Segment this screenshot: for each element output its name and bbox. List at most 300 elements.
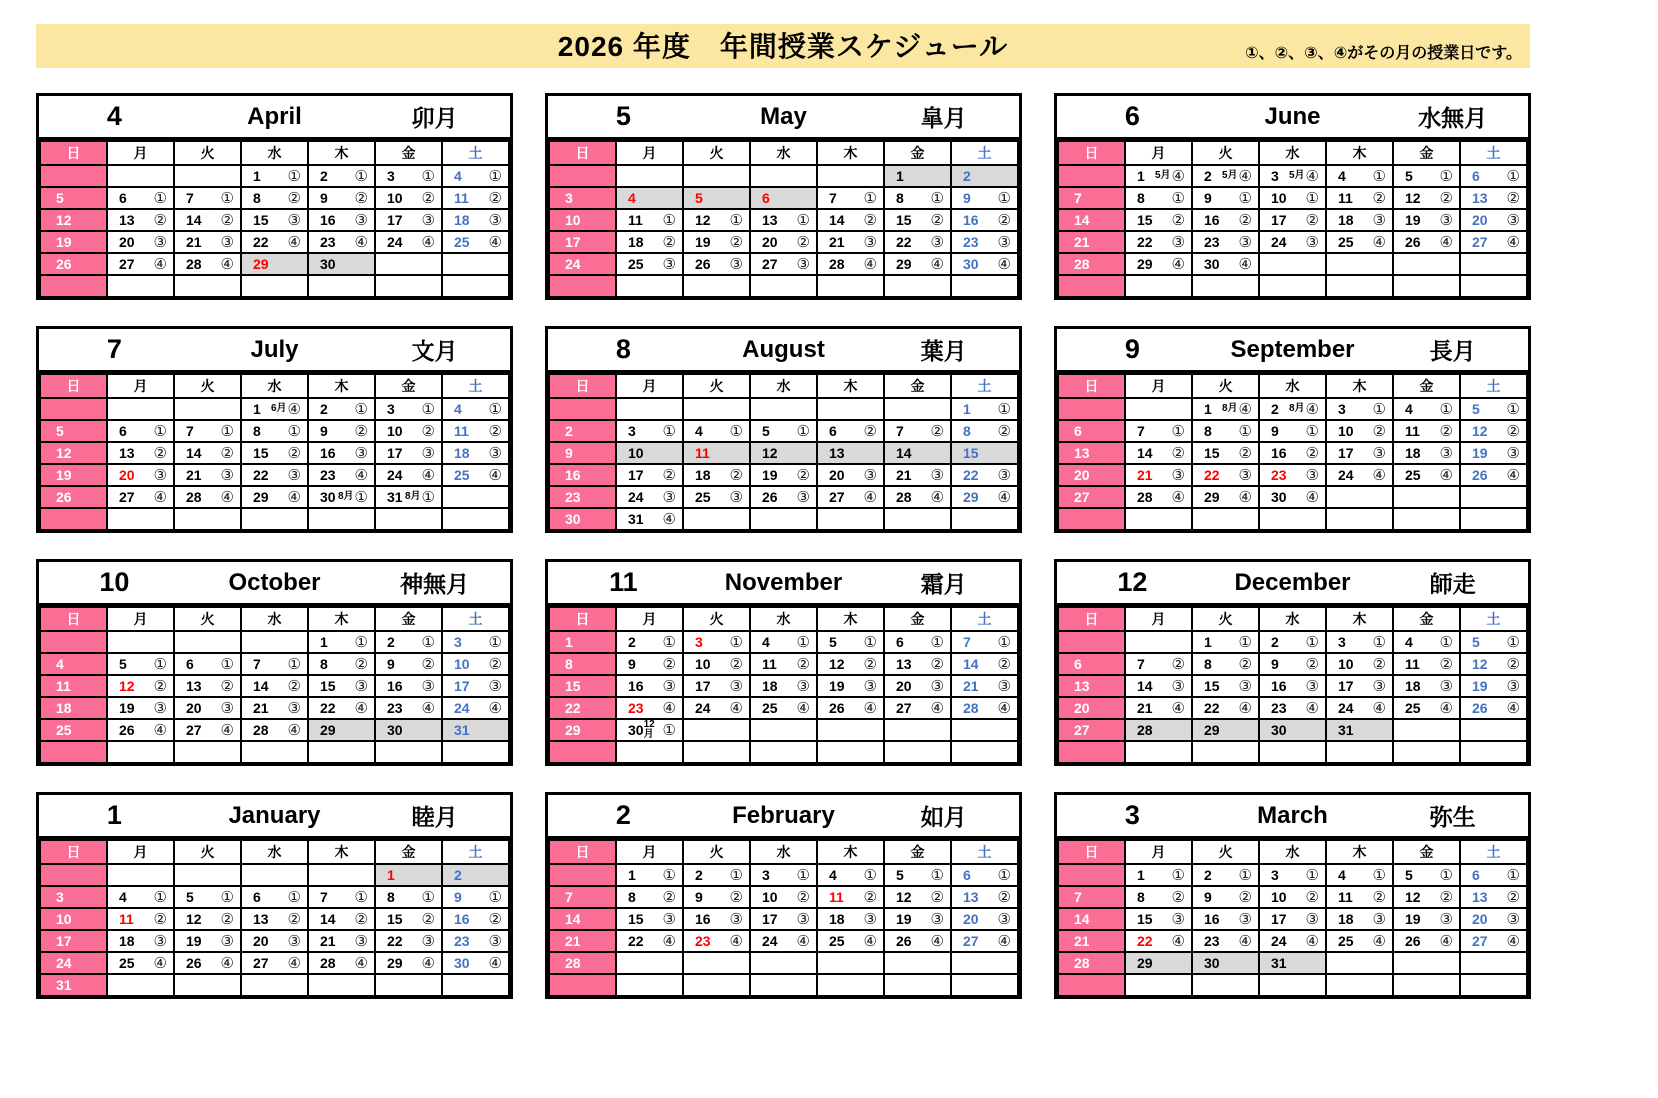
month-table [548,373,1019,531]
day-cell [40,930,107,952]
day-cell [241,697,308,719]
day-cell [442,974,509,996]
session-number-icon: ④ [997,699,1011,717]
day-number: 18 [1405,445,1421,461]
day-cell [442,508,509,530]
session-number-icon: ① [662,866,676,884]
day-cell [375,420,442,442]
session-number-icon: ④ [1238,488,1252,506]
day-number: 14 [186,212,202,228]
day-number: 26 [829,700,845,716]
day-number: 18 [119,933,135,949]
day-cell [442,631,509,653]
month-name-japanese: 師走 [1429,571,1476,597]
day-number: 28 [1074,256,1090,272]
session-number-icon: ③ [153,699,167,717]
day-number: 23 [695,933,711,949]
day-cell [1058,930,1125,952]
day-cell [817,486,884,508]
session-number-icon: ③ [153,466,167,484]
session-number-icon: ④ [930,488,944,506]
session-number-icon: ② [729,888,743,906]
weekday-header-thu: 木 [308,607,375,631]
day-number: 26 [186,955,202,971]
day-cell [683,631,750,653]
session-number-icon: ③ [1439,444,1453,462]
weekday-header-mon: 月 [616,607,683,631]
class-session-mark [730,934,743,949]
day-cell [951,231,1018,253]
day-cell [951,886,1018,908]
day-cell [1192,864,1259,886]
weekday-header-wed: 水 [750,607,817,631]
session-number-icon: ③ [1171,466,1185,484]
session-number-icon: ③ [1506,677,1520,695]
day-cell [1058,653,1125,675]
day-cell [1058,908,1125,930]
weekday-header-fri: 金 [884,141,951,165]
day-number: 9 [1271,656,1279,672]
day-cell [817,697,884,719]
day-cell [817,675,884,697]
day-cell [40,508,107,530]
session-number-icon: ② [354,422,368,440]
week-row [40,930,509,952]
day-cell [616,486,683,508]
day-number: 26 [1405,234,1421,250]
class-session-mark [489,446,502,461]
day-number: 10 [387,190,403,206]
day-cell [1393,974,1460,996]
day-cell [1058,952,1125,974]
session-number-icon: ④ [1305,932,1319,950]
class-session-mark [1306,635,1319,650]
class-session-mark [730,635,743,650]
month-number: 5 [615,101,631,131]
session-number-icon: ④ [1238,699,1252,717]
session-number-icon: ① [220,888,234,906]
day-cell [241,231,308,253]
session-number-icon: ① [153,189,167,207]
session-number-icon: ① [1238,866,1252,884]
day-cell [107,464,174,486]
carryover-month-label: 5月 [1154,170,1171,181]
session-number-icon: ④ [488,699,502,717]
day-cell [1326,253,1393,275]
weekday-header-tue: 火 [683,607,750,631]
day-number: 30 [1271,489,1287,505]
session-number-icon: ① [1305,633,1319,651]
session-number-icon: ④ [930,255,944,273]
class-session-mark [797,657,810,672]
day-number: 28 [829,256,845,272]
weekday-header-wed: 水 [241,607,308,631]
day-number: 16 [628,678,644,694]
class-session-mark [1306,235,1319,250]
session-number-icon: ③ [287,211,301,229]
day-number: 15 [320,678,336,694]
day-number: 12 [695,212,711,228]
class-session-mark [1507,468,1520,483]
class-session-mark [1306,934,1319,949]
class-session-mark [288,701,301,716]
day-cell [951,952,1018,974]
class-session-mark [1440,679,1453,694]
session-number-icon: ③ [930,233,944,251]
weekday-header-row [549,607,1018,631]
day-cell [951,464,1018,486]
session-number-icon: ③ [796,677,810,695]
session-number-icon: ② [1238,888,1252,906]
session-number-icon: ② [997,211,1011,229]
day-number: 6 [253,889,261,905]
month-header [39,562,510,606]
day-cell [750,952,817,974]
day-cell [442,398,509,420]
day-cell [1192,253,1259,275]
week-row [549,974,1018,996]
class-session-mark [730,490,743,505]
month-name-english: October [228,568,321,596]
month-table [1057,140,1528,298]
day-cell [683,486,750,508]
day-number: 25 [695,489,711,505]
class-session-mark [221,235,234,250]
session-number-icon: ① [1439,400,1453,418]
weekday-header-mon: 月 [616,840,683,864]
day-number: 21 [1137,467,1153,483]
month-calendar-june [1054,93,1531,300]
day-number: 31 [454,722,470,738]
day-cell [1460,486,1527,508]
week-row [1058,165,1527,187]
session-number-icon: ④ [354,466,368,484]
class-session-mark [644,720,676,740]
session-number-icon: ① [1171,422,1185,440]
weekday-header-sun: 日 [40,607,107,631]
day-cell [375,886,442,908]
day-number: 8 [253,190,261,206]
class-session-mark [797,235,810,250]
week-row [1058,719,1527,741]
day-cell [40,974,107,996]
day-cell [1058,675,1125,697]
session-number-icon: ④ [729,932,743,950]
month-name-japanese: 文月 [411,338,458,364]
weekday-header-thu: 木 [308,374,375,398]
class-session-mark [864,490,877,505]
day-cell [1393,886,1460,908]
class-session-mark [663,679,676,694]
day-cell [750,675,817,697]
week-row [549,741,1018,763]
session-number-icon: ④ [220,255,234,273]
week-row [1058,398,1527,420]
day-cell [1058,697,1125,719]
day-number: 14 [565,911,581,927]
day-cell [1058,442,1125,464]
month-number: 8 [615,334,631,364]
day-number: 9 [565,445,573,461]
day-cell [1460,675,1527,697]
class-session-mark [489,169,502,184]
class-session-mark [1239,679,1252,694]
day-cell [1192,508,1259,530]
day-cell [1259,886,1326,908]
week-row [1058,974,1527,996]
session-number-icon: ① [997,189,1011,207]
session-number-icon: ② [1305,211,1319,229]
weekday-header-sat: 土 [1460,607,1527,631]
session-number-icon: ③ [662,910,676,928]
day-cell [817,952,884,974]
month-calendar-august [545,326,1022,533]
week-row [40,420,509,442]
day-cell [442,187,509,209]
day-cell [1460,631,1527,653]
day-cell [308,886,375,908]
session-number-icon: ④ [1372,932,1386,950]
session-number-icon: ① [863,633,877,651]
day-cell [1326,631,1393,653]
session-number-icon: ④ [1305,699,1319,717]
day-number: 8 [1204,423,1212,439]
session-number-icon: ② [930,655,944,673]
class-session-mark [1306,468,1319,483]
day-cell [241,653,308,675]
week-row [549,420,1018,442]
day-cell [107,952,174,974]
day-cell [750,442,817,464]
day-number: 19 [829,678,845,694]
week-row [1058,631,1527,653]
class-session-mark [422,679,435,694]
weekday-header-sun: 日 [1058,840,1125,864]
day-number: 10 [1338,423,1354,439]
day-number: 29 [253,256,269,272]
class-session-mark [489,934,502,949]
day-cell [1460,442,1527,464]
session-number-icon: ② [421,910,435,928]
day-number: 23 [1271,467,1287,483]
day-number: 23 [320,234,336,250]
day-cell [884,653,951,675]
month-name-english: August [742,335,825,363]
class-session-mark [288,424,301,439]
day-cell [241,209,308,231]
session-number-icon: ③ [1305,910,1319,928]
week-row [549,398,1018,420]
day-number: 27 [119,489,135,505]
class-session-mark [931,424,944,439]
day-cell [241,253,308,275]
day-cell [1460,952,1527,974]
day-cell [1192,231,1259,253]
class-session-mark [998,912,1011,927]
day-cell [442,908,509,930]
day-number: 19 [1472,445,1488,461]
day-number: 7 [829,190,837,206]
class-session-mark [355,956,368,971]
day-number: 4 [628,190,636,206]
day-cell [951,508,1018,530]
carryover-month-label: 8月 [404,491,421,502]
class-session-mark [663,235,676,250]
week-row [40,187,509,209]
day-number: 2 [1204,867,1212,883]
day-number: 20 [1472,212,1488,228]
day-number: 22 [253,467,269,483]
session-number-icon: ② [1238,211,1252,229]
session-number-icon: ② [997,655,1011,673]
day-cell [174,908,241,930]
day-cell [1393,187,1460,209]
day-number: 5 [1472,634,1480,650]
weekday-header-sun: 日 [40,374,107,398]
session-number-icon: ③ [287,699,301,717]
day-number: 27 [119,256,135,272]
day-number: 29 [253,489,269,505]
day-cell [1125,420,1192,442]
day-number: 11 [56,678,71,694]
weekday-header-sat: 土 [951,141,1018,165]
day-number: 4 [1338,168,1346,184]
day-cell [1326,420,1393,442]
class-session-mark [663,635,676,650]
session-number-icon: ② [354,655,368,673]
class-session-mark [1507,446,1520,461]
month-table [548,606,1019,764]
session-number-icon: ① [488,888,502,906]
day-cell [1259,442,1326,464]
weekday-header-wed: 水 [750,141,817,165]
day-number: 13 [896,656,912,672]
day-number: 1 [253,401,261,417]
day-number: 20 [1074,700,1090,716]
day-cell [817,398,884,420]
class-session-mark [864,191,877,206]
day-cell [1125,231,1192,253]
day-cell [951,486,1018,508]
session-number-icon: ① [930,633,944,651]
day-cell [241,442,308,464]
session-number-icon: ② [354,189,368,207]
week-row [40,864,509,886]
class-session-mark [1373,213,1386,228]
session-number-icon: ③ [488,677,502,695]
class-session-mark [422,235,435,250]
day-cell [107,908,174,930]
day-cell [817,653,884,675]
session-number-icon: ④ [1506,466,1520,484]
day-cell [241,508,308,530]
class-session-mark [1440,424,1453,439]
session-number-icon: ④ [1305,400,1319,418]
class-session-mark [998,257,1011,272]
class-session-mark [730,679,743,694]
class-session-mark [489,191,502,206]
month-table [39,140,510,298]
day-number: 17 [1271,212,1287,228]
day-number: 30 [1271,722,1287,738]
class-session-mark [1440,235,1453,250]
day-cell [1192,631,1259,653]
session-number-icon: ② [1372,888,1386,906]
day-cell [1460,187,1527,209]
session-number-icon: ④ [488,954,502,972]
class-session-mark [288,956,301,971]
class-session-mark [221,723,234,738]
day-cell [549,420,616,442]
class-session-mark [288,169,301,184]
day-cell [1192,398,1259,420]
session-number-icon: ④ [421,699,435,717]
day-number: 21 [565,933,581,949]
session-number-icon: ③ [930,910,944,928]
day-cell [549,442,616,464]
month-name-japanese: 長月 [1429,338,1476,364]
class-session-mark [422,446,435,461]
session-number-icon: ③ [1506,444,1520,462]
session-number-icon: ③ [354,932,368,950]
class-session-mark [154,890,167,905]
day-cell [1393,209,1460,231]
class-session-mark [1239,934,1252,949]
day-number: 23 [454,933,470,949]
session-number-icon: ② [1305,888,1319,906]
day-cell [884,187,951,209]
day-number: 13 [963,889,979,905]
day-cell [241,675,308,697]
session-number-icon: ④ [153,721,167,739]
session-number-icon: ② [662,888,676,906]
day-number: 7 [1074,889,1082,905]
class-session-mark [1222,402,1252,417]
class-session-mark [154,257,167,272]
class-session-mark [730,890,743,905]
day-cell [1058,165,1125,187]
carryover-month-label: 5月 [1221,170,1238,181]
day-cell [1125,952,1192,974]
day-cell [442,209,509,231]
day-number: 19 [762,467,778,483]
class-session-mark [1507,169,1520,184]
day-number: 23 [1204,234,1220,250]
day-number: 24 [1271,234,1287,250]
day-cell [1125,209,1192,231]
class-session-mark [797,912,810,927]
day-cell [40,631,107,653]
day-cell [40,442,107,464]
day-cell [951,398,1018,420]
weekday-header-thu: 木 [817,141,884,165]
day-number: 10 [1338,656,1354,672]
month-table [1057,839,1528,997]
day-number: 9 [320,423,328,439]
session-number-icon: ② [488,655,502,673]
session-number-icon: ① [662,422,676,440]
weekday-header-mon: 月 [616,141,683,165]
weekday-header-wed: 水 [750,374,817,398]
day-number: 24 [565,256,581,272]
day-number: 9 [1204,190,1212,206]
day-cell [1125,930,1192,952]
day-number: 22 [1204,700,1220,716]
day-number: 17 [1338,678,1354,694]
weekday-header-sun: 日 [549,607,616,631]
day-number: 13 [1074,678,1090,694]
day-cell [683,886,750,908]
